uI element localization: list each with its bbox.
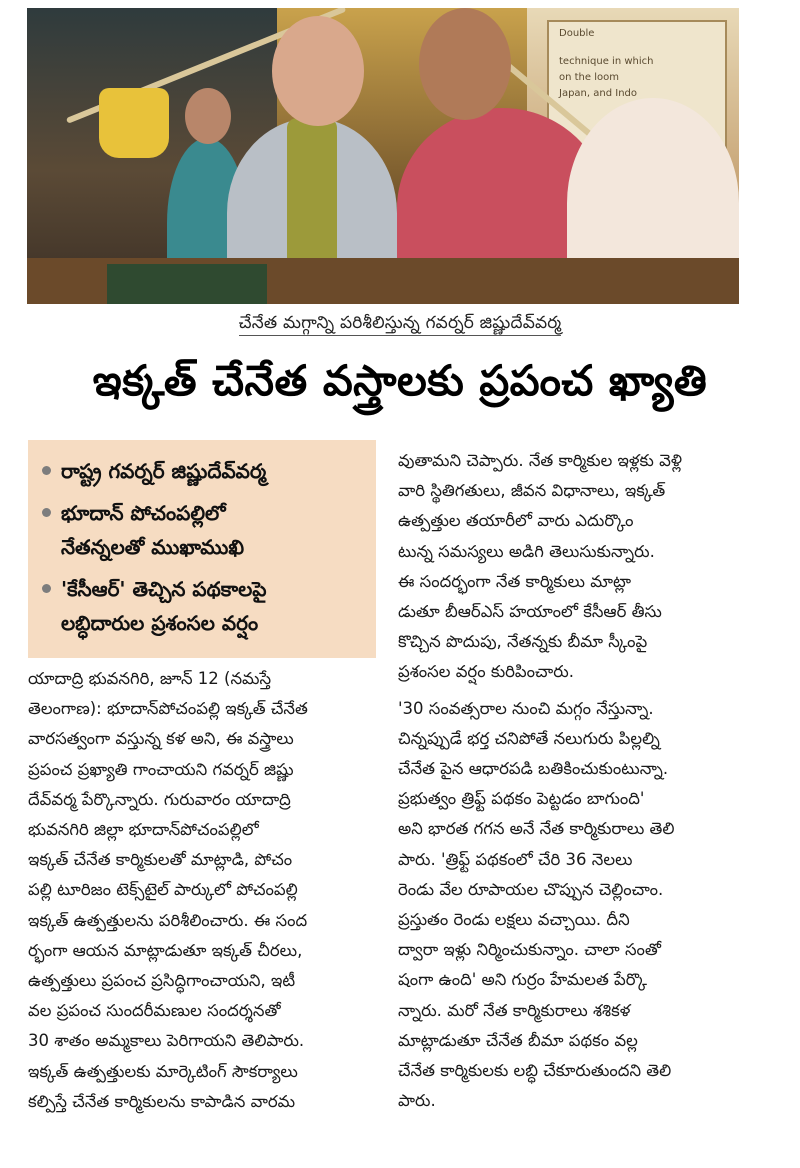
article-line: 30 శాతం అమ్మకాలు పెరిగాయని తెలిపారు.: [28, 1031, 305, 1051]
article-line: అని భారత గగన అనే నేత కార్మికురాలు తెలి: [398, 819, 675, 839]
board-text-3: on the loom: [559, 72, 619, 83]
article-line: చేనేత పైన ఆధారపడి బతికించుకుంటున్నా.: [398, 759, 669, 779]
highlight-line: నేతన్నలతో ముఖాముఖి: [61, 535, 245, 559]
article-line: ఈ సందర్భంగా నేత కార్మికులు మాట్లా: [398, 571, 632, 591]
article-line: తెలంగాణ): భూదాన్‌పోచంపల్లి ఇక్కత్ చేనేత: [28, 699, 308, 719]
article-line: ప్రస్తుతం రెండు లక్షలు వచ్చాయి. దీని: [398, 910, 630, 930]
loom-cloth: [107, 264, 267, 304]
board-text-1: Double: [559, 28, 595, 39]
article-line: వారసత్వంగా వస్తున్న కళ అని, ఈ వస్త్రాలు: [28, 729, 294, 749]
article-line: న్నారు. మరో నేత కార్మికురాలు శశికళ: [398, 1000, 631, 1020]
highlight-line: రాష్ట్ర గవర్నర్ జిష్ణుదేవ్‌వర్మ: [61, 459, 267, 483]
headline: ఇక్కత్ చేనేత వస్త్రాలకు ప్రపంచ ఖ్యాతి: [92, 356, 708, 405]
article-line: ఇక్కత్ ఉత్పత్తులను పరిశీలించారు. ఈ సంద: [28, 910, 308, 930]
highlight-item: [42, 454, 366, 488]
article-line: టున్న సమస్యలు అడిగి తెలుసుకున్నారు.: [398, 541, 655, 561]
article-line: వుతామని చెప్పారు. నేత కార్మికుల ఇళ్లకు వెళ్లి: [398, 451, 682, 470]
article-line: కొచ్చిన పొదుపు, నేతన్నకు బీమా స్కీంపై: [398, 632, 648, 652]
highlight-line: 'కేసీఆర్' తెచ్చిన పథకాలపై: [61, 577, 267, 601]
article-line: ఉత్పత్తుల తయారీలో వారు ఎదుర్కొం: [398, 511, 634, 531]
article-line: డుతూ బీఆర్‌ఎస్ హయాంలో కేసీఆర్ తీసు: [398, 602, 662, 622]
person-head: [272, 16, 364, 126]
highlight-line: భూదాన్ పోచంపల్లిలో: [61, 501, 226, 525]
article-line: ఇక్కత్ చేనేత కార్మికులతో మాట్లాడి, పోచం: [28, 850, 293, 870]
article-line: వారి స్థితిగతులు, జీవన విధానాలు, ఇక్కత్: [398, 481, 666, 501]
article-line: మాట్లాడుతూ చేనేత బీమా పథకం వల్ల: [398, 1030, 638, 1050]
photo-caption: [0, 313, 800, 337]
article-column-left: [28, 664, 378, 1117]
article-line: రెండు వేల రూపాయల చొప్పున చెల్లించాం.: [398, 879, 664, 899]
article-line: వల ప్రపంచ సుందరీమణుల సందర్శనతో: [28, 1001, 281, 1021]
bullet-icon: [42, 466, 51, 475]
article-line: పారు.: [398, 1091, 436, 1111]
article-line: పారు. 'త్రిఫ్ట్ పథకంలో చేరి 36 నెలలు: [398, 849, 633, 869]
caption-text: చేనేత మగ్గాన్ని పరిశీలిస్తున్న గవర్నర్ జిష్ణుదేవ్‌వర్మ: [239, 313, 562, 336]
article-line: చేనేత కార్మికులకు లబ్ధి చేకూరుతుందని తెలి: [398, 1061, 672, 1081]
board-text-4: Japan, and Indo: [559, 88, 637, 99]
board-text-2: technique in which: [559, 56, 654, 67]
article-line: కల్పిస్తే చేనేత కార్మికులను కాపాడిన వారమ: [28, 1091, 296, 1111]
highlight-item: [42, 572, 366, 640]
bullet-icon: [42, 584, 51, 593]
news-photo: [27, 8, 739, 304]
article-line: షంగా ఉంది' అని గుర్రం హేమలత పేర్కొ: [398, 970, 648, 990]
article-column-right: [398, 446, 746, 1116]
article-line: ఉత్పత్తులు ప్రపంచ ప్రసిద్ధిగాంచాయని, ఇటీ: [28, 971, 296, 991]
person-head: [419, 8, 511, 120]
highlights-box: [28, 440, 376, 658]
highlight-item: [42, 496, 366, 564]
article-line: దేవ్‌వర్మ పేర్కొన్నారు. గురువారం యాదాద్రి: [28, 789, 291, 809]
article-line: ప్రశంసల వర్షం కురిపించారు.: [398, 662, 574, 682]
yellow-bag: [99, 88, 169, 158]
article-line: ర్భంగా ఆయన మాట్లాడుతూ ఇక్కత్ చీరలు,: [28, 940, 303, 960]
article-line: భువనగిరి జిల్లా భూదాన్‌పోచంపల్లిలో: [28, 820, 259, 840]
bullet-icon: [42, 508, 51, 517]
article-line: '30 సంవత్సరాల నుంచి మగ్గం నేస్తున్నా.: [398, 698, 654, 718]
article-line: పల్లి టూరిజం టెక్స్‌టైల్ పార్కులో పోచంపల్లి: [28, 880, 298, 900]
person-head: [185, 88, 231, 144]
article-line: చిన్నప్పుడే భర్త చనిపోతే నలుగురు పిల్లల్ని: [398, 728, 660, 748]
article-line: ద్వారా ఇళ్లు నిర్మించుకున్నాం. చాలా సంతో: [398, 940, 661, 960]
article-line: ఇక్కత్ ఉత్పత్తులకు మార్కెటింగ్ సౌకర్యాలు: [28, 1061, 298, 1081]
article-line: యాదాద్రి భువనగిరి, జూన్ 12 (నమస్తే: [28, 669, 272, 688]
article-line: ప్రపంచ ప్రఖ్యాతి గాంచాయని గవర్నర్ జిష్ణు: [28, 759, 294, 779]
highlight-line: లబ్ధిదారుల ప్రశంసల వర్షం: [61, 611, 259, 635]
article-line: ప్రభుత్వం త్రిఫ్ట్ పథకం పెట్టడం బాగుంది': [398, 789, 645, 809]
